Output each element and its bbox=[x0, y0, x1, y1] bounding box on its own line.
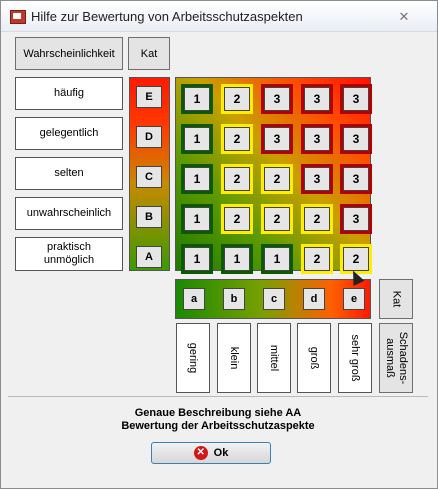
matrix-cell[interactable]: 2 bbox=[304, 207, 330, 231]
close-circle-icon: ✕ bbox=[194, 446, 208, 460]
close-icon[interactable]: ✕ bbox=[398, 9, 410, 24]
severity-label bbox=[297, 323, 331, 393]
divider bbox=[8, 396, 428, 397]
severity-label-text: sehr groß bbox=[349, 334, 361, 382]
probability-button[interactable]: Wahrscheinlichkeit bbox=[15, 37, 123, 70]
matrix-cell[interactable]: 2 bbox=[224, 207, 250, 231]
footer-description bbox=[8, 407, 428, 433]
severity-box[interactable]: c bbox=[263, 288, 285, 310]
probability-label: selten bbox=[15, 157, 123, 190]
ok-button[interactable] bbox=[151, 442, 271, 464]
kat-right-label: Kat bbox=[389, 290, 402, 308]
severity-label-text: groß bbox=[308, 346, 320, 370]
matrix-cell[interactable]: 3 bbox=[264, 87, 290, 111]
severity-box[interactable]: a bbox=[183, 288, 205, 310]
matrix-cell[interactable]: 2 bbox=[264, 167, 290, 191]
severity-label-text: gering bbox=[187, 342, 199, 374]
matrix-cell[interactable]: 2 bbox=[343, 247, 369, 271]
matrix-cell[interactable]: 3 bbox=[264, 127, 290, 151]
app-icon bbox=[10, 10, 26, 24]
matrix-cell[interactable]: 3 bbox=[343, 207, 369, 231]
schadensausmass-label: Schadens- ausmaß bbox=[384, 331, 409, 385]
probability-label: unwahrscheinlich bbox=[15, 197, 123, 230]
matrix-cell[interactable]: 3 bbox=[304, 167, 330, 191]
matrix-cell[interactable]: 1 bbox=[184, 87, 210, 111]
matrix-cell[interactable]: 3 bbox=[343, 87, 369, 111]
kat-box[interactable]: A bbox=[136, 246, 162, 268]
matrix-cell[interactable]: 1 bbox=[184, 127, 210, 151]
kat-column bbox=[129, 77, 170, 271]
kat-box[interactable]: D bbox=[136, 126, 162, 148]
severity-label bbox=[217, 323, 251, 393]
probability-label: häufig bbox=[15, 77, 123, 110]
window-title: Hilfe zur Bewertung von Arbeitsschutzaspekten bbox=[31, 9, 303, 24]
severity-label bbox=[257, 323, 291, 393]
matrix-cell[interactable]: 1 bbox=[224, 247, 250, 271]
matrix-cell[interactable]: 3 bbox=[343, 127, 369, 151]
ok-label: Ok bbox=[213, 447, 229, 459]
matrix-cell[interactable]: 2 bbox=[264, 207, 290, 231]
schadensausmass-button[interactable] bbox=[379, 323, 413, 393]
severity-box[interactable]: b bbox=[223, 288, 245, 310]
severity-row bbox=[175, 279, 371, 319]
kat-box[interactable]: B bbox=[136, 206, 162, 228]
matrix-cell[interactable]: 1 bbox=[184, 167, 210, 191]
matrix-cell[interactable]: 3 bbox=[304, 87, 330, 111]
severity-label-text: mittel bbox=[268, 344, 280, 372]
probability-label: praktisch unmöglich bbox=[15, 237, 123, 271]
severity-label-text: klein bbox=[228, 346, 240, 370]
matrix-cell[interactable]: 3 bbox=[343, 167, 369, 191]
matrix-cell[interactable]: 3 bbox=[304, 127, 330, 151]
matrix-cell[interactable]: 1 bbox=[184, 207, 210, 231]
footer-line-2: Bewertung der Arbeitsschutzaspekte bbox=[121, 420, 315, 432]
matrix-cell[interactable]: 2 bbox=[224, 167, 250, 191]
probability-label: gelegentlich bbox=[15, 117, 123, 150]
kat-button[interactable]: Kat bbox=[128, 37, 170, 70]
severity-box[interactable]: e bbox=[343, 288, 365, 310]
matrix-cell[interactable]: 2 bbox=[304, 247, 330, 271]
footer-line-1: Genaue Beschreibung siehe AA bbox=[134, 407, 302, 419]
matrix-cell[interactable]: 1 bbox=[264, 247, 290, 271]
kat-box[interactable]: C bbox=[136, 166, 162, 188]
kat-right-button[interactable] bbox=[379, 279, 413, 319]
matrix-cell[interactable]: 2 bbox=[224, 87, 250, 111]
matrix-cell[interactable]: 2 bbox=[224, 127, 250, 151]
kat-box[interactable]: E bbox=[136, 86, 162, 108]
severity-box[interactable]: d bbox=[303, 288, 325, 310]
matrix-cell[interactable]: 1 bbox=[184, 247, 210, 271]
title-bar bbox=[1, 1, 437, 32]
severity-label bbox=[338, 323, 372, 393]
severity-label bbox=[176, 323, 210, 393]
risk-matrix bbox=[175, 77, 371, 271]
